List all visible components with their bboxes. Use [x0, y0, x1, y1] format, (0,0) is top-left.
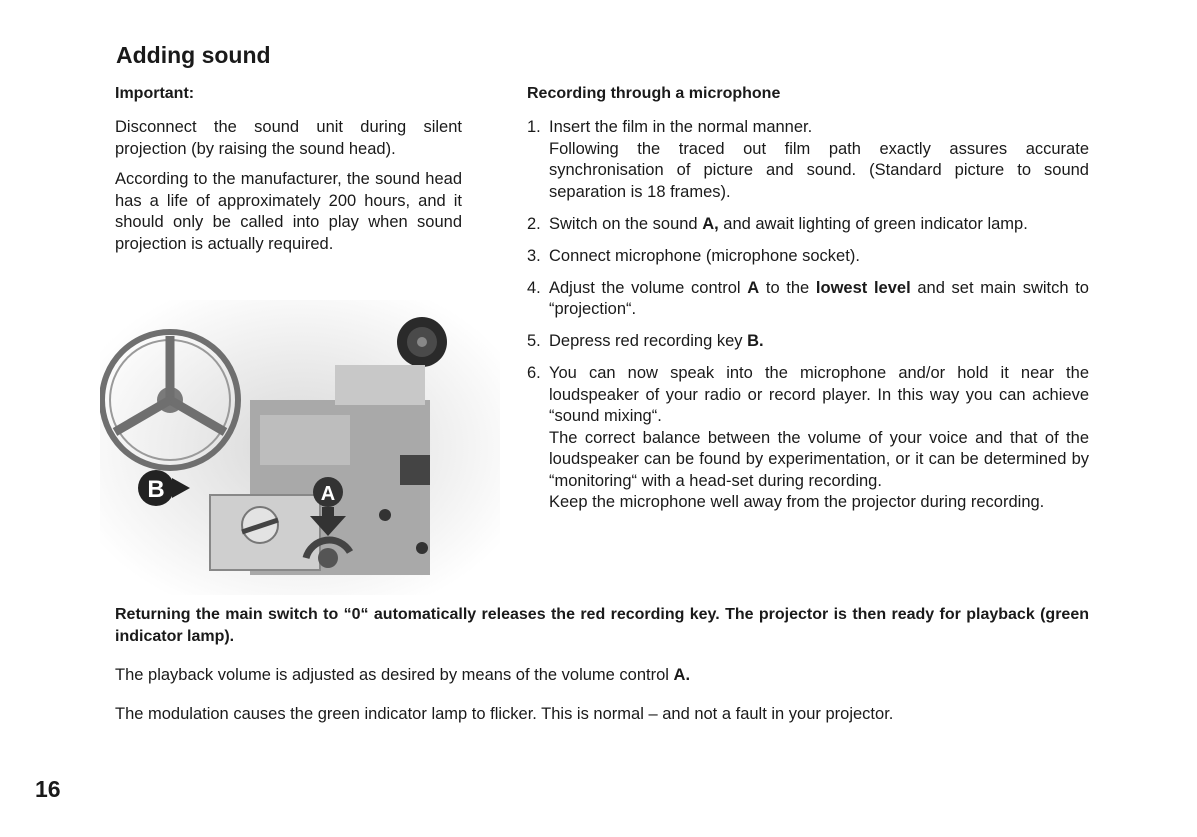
recording-subheading: Recording through a microphone: [527, 85, 781, 102]
step-text: The correct balance between the volume of your voice and that of the loudspeaker can be found by experimentation, or it can be determined by “monitoring“ with a head-set during recording.: [549, 428, 1089, 490]
step-number: 4.: [527, 278, 541, 297]
step-number: 6.: [527, 364, 541, 382]
playback-note: Returning the main switch to “0“ automatically releases the red recording key. The projector is then ready for playback (green indicator lamp).: [115, 606, 1089, 645]
important-label: Important:: [115, 85, 195, 102]
modulation-text: The modulation causes the green indicator lamp to flicker. This is normal – and not a fault in your projector.: [115, 705, 894, 723]
key-b-ref: B.: [747, 332, 764, 350]
step-3: [527, 246, 1089, 268]
step-number: 3.: [527, 246, 541, 265]
recording-steps: [527, 117, 1089, 524]
step-2: [527, 214, 1089, 236]
control-a-ref: A: [747, 278, 760, 297]
step-text: Adjust the volume control A to the lowest level and set main switch to “projection“.: [549, 278, 1089, 318]
step-number: 2.: [527, 214, 541, 233]
control-a-ref: A,: [702, 214, 719, 233]
label-a: A: [320, 483, 336, 505]
step-1: [527, 117, 1089, 203]
projector-illustration: [100, 300, 500, 595]
volume-knob: [318, 548, 338, 568]
step-text: Switch on the sound A, and await lighting of green indicator lamp.: [549, 214, 1028, 233]
page-number: 16: [35, 776, 61, 802]
lowest-level-ref: lowest level: [815, 278, 911, 297]
control-a-ref: A.: [673, 666, 691, 684]
step-text: Connect microphone (microphone socket).: [549, 246, 860, 265]
step-text: Following the traced out film path exactly assures accurate synchronisation of picture and sound. (Standard picture to sound separation is 18 frames).: [549, 139, 1089, 201]
step-number: 1.: [527, 118, 541, 136]
step-text: Insert the film in the normal manner.: [549, 118, 813, 136]
step-number: 5.: [527, 332, 541, 350]
step-5: [527, 331, 1089, 353]
step-text: You can now speak into the microphone and/or hold it near the loudspeaker of your radio or record player. In this way you can achieve “sound mixing“.: [549, 364, 1089, 425]
step-text: Keep the microphone well away from the projector during recording.: [549, 493, 1045, 511]
left-paragraph-1: Disconnect the sound unit during silent projection (by raising the sound head).: [115, 118, 462, 158]
page-title: Adding sound: [116, 42, 271, 68]
step-6: [527, 363, 1089, 514]
playback-volume-text: The playback volume is adjusted as desired by means of the volume control A.: [115, 666, 691, 684]
left-paragraph-2: According to the manufacturer, the sound head has a life of approximately 200 hours, and it should only be called into play when sound projection is actually required.: [115, 170, 462, 253]
label-b: B: [147, 476, 165, 503]
step-text: Depress red recording key B.: [549, 332, 764, 350]
step-4: [527, 278, 1089, 321]
